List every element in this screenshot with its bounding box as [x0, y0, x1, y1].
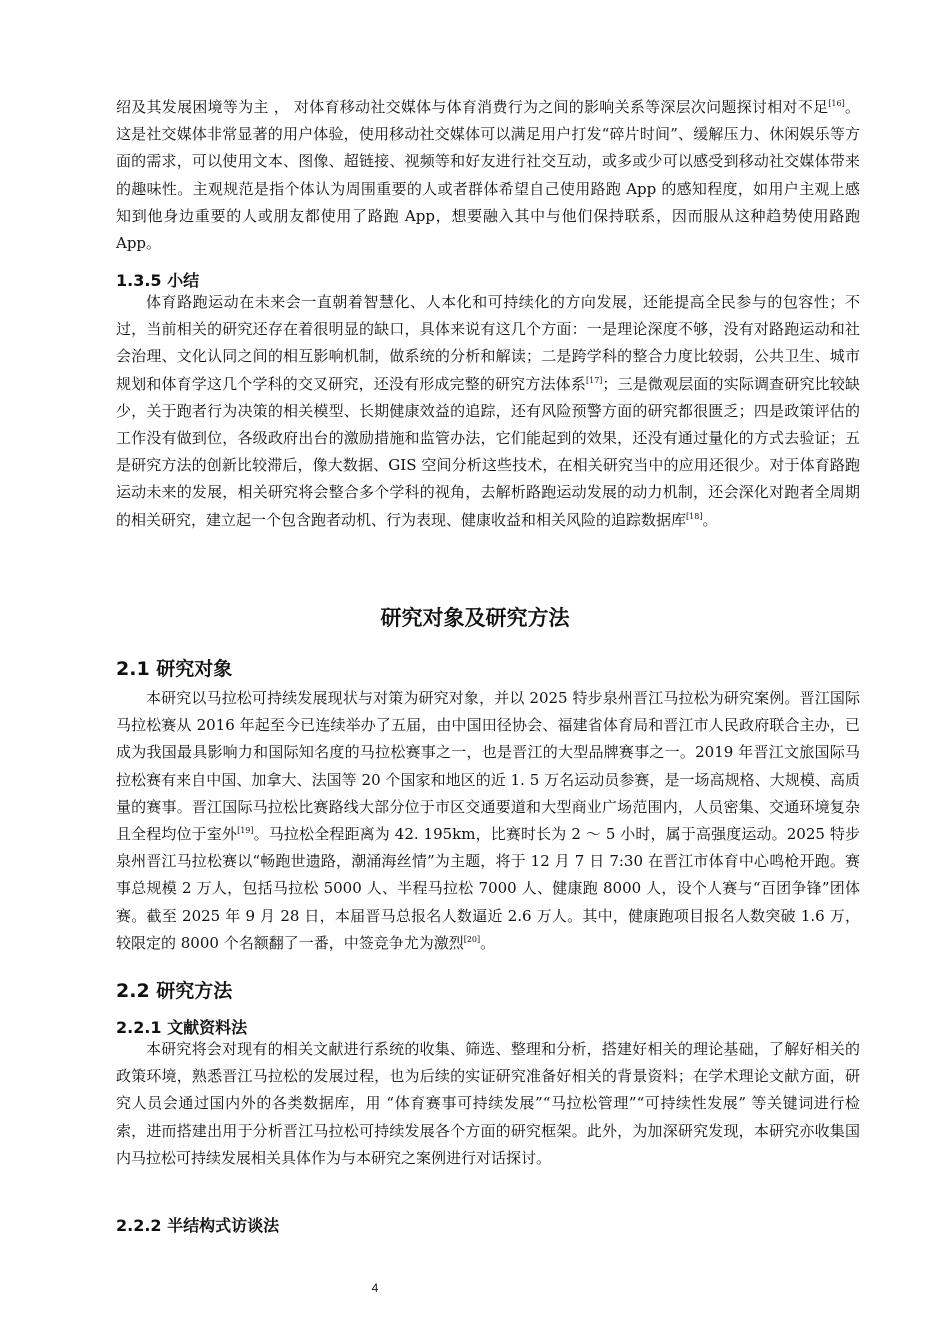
heading-2-2: 2.2 研究方法	[116, 980, 233, 1002]
intro-text-b: 。这是社交媒体非常显著的用户体验，使用移动社交媒体可以满足用户打发“碎片时间”、缓解压力、休闲娱乐等方面的需求，可以使用文本、图像、超链接、视频等和好友进行社交互动，或多或少可以感受到移动社交媒体带来的趣味性。主观规范是指个体认为周围重要的人或者群体希望自己使用路跑 App 的感知程度，如用户主观上感知到他身边重要的人或朋友都使用了路跑 App，想要融入其中与他们保持联系，因而服从这种趋势使用路跑 App。	[116, 98, 860, 253]
heading-2-1: 2.1 研究对象	[116, 658, 233, 680]
page-number: 4	[371, 1281, 379, 1295]
summary-paragraph	[116, 289, 860, 534]
research-object-paragraph-block	[116, 685, 860, 957]
research-object-text-c: 。	[480, 933, 496, 952]
summary-text-b: ；三是微观层面的实际调查研究比较缺少，关于跑者行为决策的相关模型、长期健康效益的追踪，还有风险预警方面的研究都很匮乏；四是政策评估的工作没有做到位，各级政府出台的激励措施和监管办法，它们能起到的效果，还没有通过量化的方式去验证；五是研究方法的创新比较滞后，像大数据、GIS 空间分析这些技术，在相关研究当中的应用还很少。对于体育路跑运动未来的发展，相关研究将会整合多个学科的视角，去解析路跑运动发展的动力机制，还会深化对跑者全周期的相关研究，建立起一个包含跑者动机、行为表现、健康收益和相关风险的追踪数据库	[116, 374, 860, 529]
heading-2-2-1: 2.2.1 文献资料法	[116, 1018, 248, 1037]
literature-paragraph: 本研究将会对现有的相关文献进行系统的收集、筛选、整理和分析，搭建好相关的理论基础，了解好相关的政策环境，熟悉晋江马拉松的发展过程，也为后续的实证研究准备好相关的背景资料；在学术理论文献方面，研究人员会通过国内外的各类数据库，用 “体育赛事可持续发展”“马拉松管理”“可持续性发展” 等关键词进行检索，进而搭建出用于分析晋江马拉松可持续发展各个方面的研究框架。此外，为加深研究发现，本研究亦收集国内马拉松可持续发展相关具体作为与本研究之案例进行对话探讨。	[116, 1040, 860, 1167]
citation-16: [16]	[828, 99, 845, 108]
citation-17: [17]	[585, 375, 603, 385]
citation-19: [19]	[237, 826, 254, 836]
research-object-text-b: 。马拉松全程距离为 42. 195km，比赛时长为 2 ～ 5 小时，属于高强度运动。2025 特步泉州晋江马拉松赛以“畅跑世遗路，潮涌海丝情”为主题，将于 12 月 7 日 7:30 在晋江市体育中心鸣枪开跑。赛事总规模 2 万人，包括马拉松 5000 人、半程马拉松 7000 人、健康跑 8000 人，设个人赛与“百团争锋”团体赛。截至 2025 年 9 月 28 日，本届晋马总报名人数逼近 2.6 万人。其中，健康跑项目报名人数突破 1.6 万，较限定的 8000 个名额翻了一番，中签竞争尤为激烈	[116, 825, 860, 952]
heading-2-2-2: 2.2.2 半结构式访谈法	[116, 1216, 280, 1235]
research-object-paragraph	[116, 685, 860, 957]
summary-text-a: 体育路跑运动在未来会一直朝着智慧化、人本化和可持续化的方向发展，还能提高全民参与的包容性；不过，当前相关的研究还存在着很明显的缺口，具体来说有这几个方面：一是理论深度不够，没有对路跑运动和社会治理、文化认同之间的相互影响机制，做系统的分析和解读；二是跨学科的整合力度比较弱，公共卫生、城市规划和体育学这几个学科的交叉研究，还没有形成完整的研究方法体系	[116, 293, 860, 393]
intro-paragraph-block	[116, 94, 860, 257]
chapter-title: 研究对象及研究方法	[380, 606, 570, 630]
summary-paragraph-block	[116, 289, 860, 534]
citation-20: [20]	[463, 934, 481, 944]
intro-paragraph	[116, 94, 860, 257]
literature-paragraph-block	[116, 1036, 860, 1172]
intro-text-a: 绍及其发展困境等为主 ， 对体育移动社交媒体与体育消费行为之间的影响关系等深层次问题探讨相对不足	[116, 98, 829, 116]
heading-1-3-5: 1.3.5 小结	[116, 271, 200, 290]
summary-text-c: 。	[702, 510, 718, 529]
research-object-text-a: 本研究以马拉松可持续发展现状与对策为研究对象，并以 2025 特步泉州晋江马拉松为研究案例。晋江国际马拉松赛从 2016 年起至今已连续举办了五届，由中国田径协会、福建省体育局和晋江市人民政府联合主办，已成为我国最具影响力和国际知名度的马拉松赛事之一，也是晋江的大型品牌赛事之一。2019 年晋江文旅国际马拉松赛有来自中国、加拿大、法国等 20 个国家和地区的近 1. 5 万名运动员参赛，是一场高规格、大规模、高质量的赛事。晋江国际马拉松比赛路线大部分位于市区交通要道和大型商业广场范围内，人员密集、交通环境复杂且全程均位于室外	[116, 689, 860, 844]
citation-18: [18]	[686, 511, 703, 521]
